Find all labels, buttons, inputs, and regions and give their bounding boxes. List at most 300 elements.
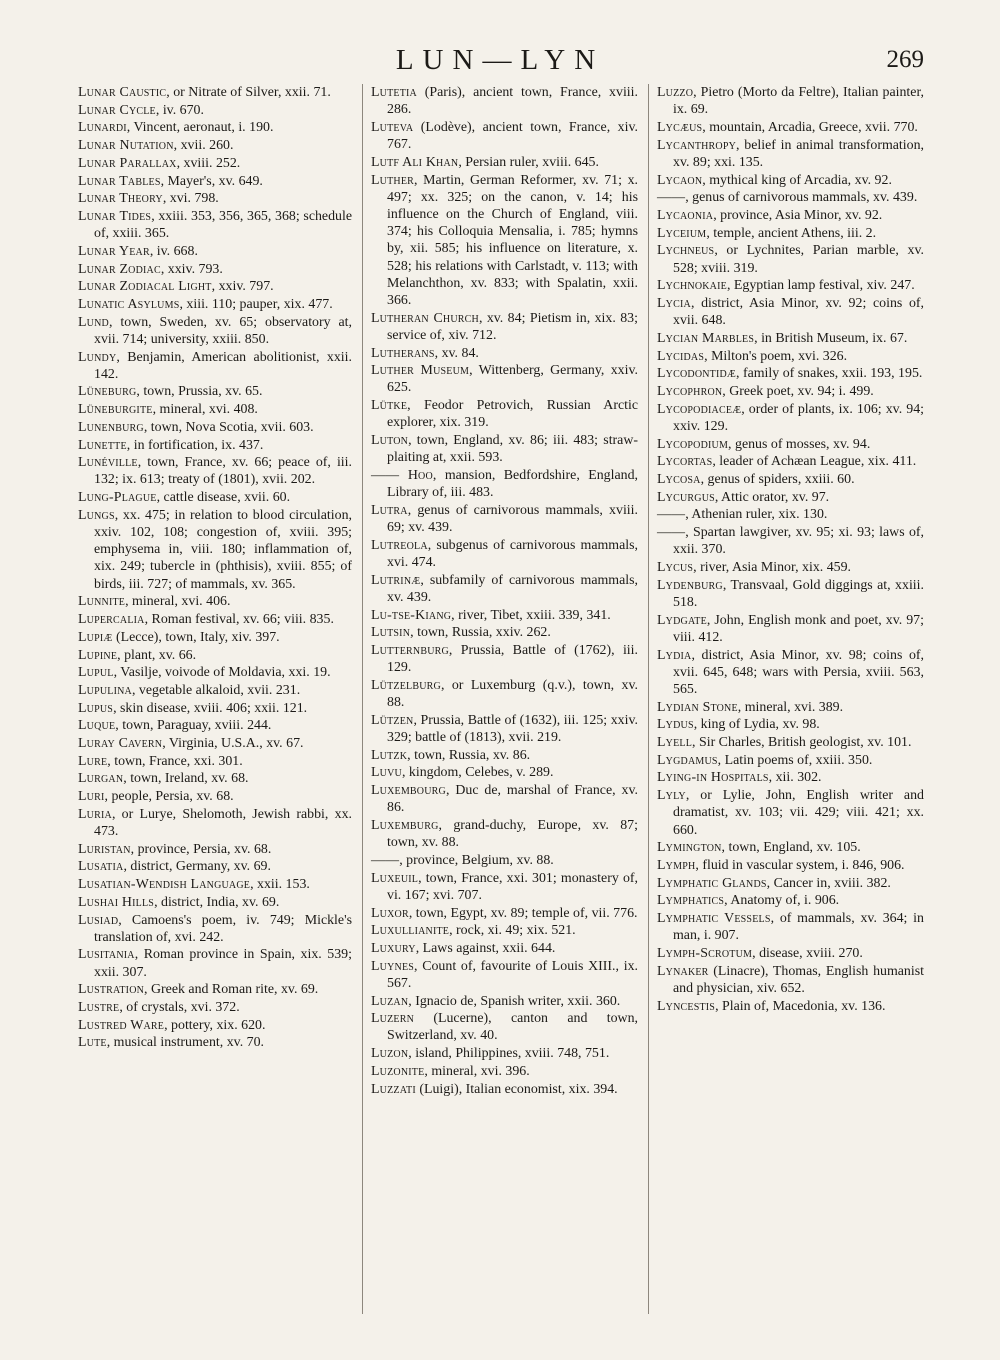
entry-reference: , province, Asia Minor, xv. 92. [713, 207, 883, 223]
index-entry [657, 752, 924, 769]
entry-reference: , xv. 84; Pietism in, xix. 83; service of, xiv. 712. [387, 310, 638, 343]
entry-reference: , Roman province in Spain, xix. 539; xxii. 307. [94, 947, 352, 980]
entry-reference: , river, Asia Minor, xix. 459. [693, 559, 852, 575]
index-entry [78, 858, 352, 875]
entry-headword: Lunar Tides [78, 208, 152, 224]
entry-reference: , town, France, xv. 66; peace of, iii. 132; ix. 613; treaty of (1801), xvii. 202. [94, 455, 352, 488]
entry-reference: , town, England, xv. 86; iii. 483; straw-plaiting at, xxii. 593. [387, 433, 638, 466]
entry-reference: , Martin, German Reformer, xv. 71; x. 497; xx. 325; on the canon, v. 14; his influence on the Church of England, viii. 374; his Colloquia Mensalia, i. 785; hymns by, xii. 585; his influence on literature, x. 528; his relations with Carlstadt, v. 113; with Melanchthon, xv. 833; with Spalatin, xxii. 366. [387, 172, 638, 308]
index-entry [657, 277, 924, 294]
index-entry [78, 946, 352, 980]
index-entry [657, 225, 924, 242]
entry-headword: Lusatia [78, 859, 124, 875]
index-entry [371, 852, 638, 869]
entry-headword: Lüneburgite [78, 402, 153, 418]
index-entry [657, 963, 924, 997]
entry-reference: , Feodor Petrovich, Russian Arctic explorer, xix. 319. [387, 398, 638, 431]
index-entry [657, 612, 924, 646]
index-entry [371, 537, 638, 571]
entry-reference: , xvi. 798. [162, 191, 219, 207]
index-entry [371, 310, 638, 344]
entry-headword: Lydia [657, 647, 692, 663]
entry-reference: , town, France, xxi. 301. [107, 753, 243, 769]
index-entry [371, 993, 638, 1010]
entry-reference: , Laws against, xxii. 644. [415, 940, 556, 956]
index-entry [78, 489, 352, 506]
index-entry [78, 190, 352, 207]
index-entry [657, 348, 924, 365]
entry-reference: , Prussia, Battle of (1762), iii. 129. [387, 643, 638, 676]
entry-headword: Luque [78, 718, 116, 734]
entry-reference: , mineral, xvi. 389. [737, 699, 844, 715]
entry-reference: , Anatomy of, i. 906. [724, 893, 840, 909]
index-entry [657, 506, 924, 523]
page-number: 269 [886, 46, 924, 73]
entry-reference: , Spartan lawgiver, xv. 95; xi. 93; laws of, xxii. 370. [673, 525, 924, 558]
entry-headword: Lusatian-Wendish Language [78, 877, 251, 893]
entry-reference: , district, Asia Minor, xv. 92; coins of, xvii. 648. [673, 295, 924, 329]
index-entry [657, 453, 924, 470]
entry-reference: , Greek poet, xv. 94; i. 499. [722, 383, 874, 399]
index-entry [657, 998, 924, 1015]
index-entry [657, 647, 924, 699]
index-entry [78, 84, 352, 101]
index-entry [78, 717, 352, 734]
entry-headword: Lymphatics [657, 893, 725, 909]
index-entry [371, 817, 638, 851]
index-entry [78, 912, 352, 946]
entry-reference: , Vincent, aeronaut, i. 190. [126, 120, 274, 136]
entry-reference: , vegetable alkaloid, xvii. 231. [131, 682, 301, 698]
page-header [76, 44, 924, 84]
entry-reference: , plant, xv. 66. [117, 647, 197, 663]
entry-reference: , Mayer's, xv. 649. [160, 173, 263, 189]
entry-headword: Luzern [371, 1011, 415, 1027]
index-entry [78, 593, 352, 610]
entry-reference: , or Lychnites, Parian marble, xv. 528; xviii. 319. [673, 243, 924, 276]
entry-headword: Lundy [78, 349, 117, 365]
entry-headword: Lyncestis [657, 998, 716, 1014]
entry-reference: , temple, ancient Athens, iii. 2. [706, 225, 877, 241]
entry-headword: Lunardi [78, 120, 127, 136]
entry-headword: Lydenburg [657, 577, 723, 593]
index-entry [657, 84, 924, 118]
entry-headword: Lutrinæ [371, 572, 421, 588]
entry-reference: , district, India, xv. 69. [154, 894, 280, 910]
entry-reference: , xvii. 260. [173, 138, 234, 154]
entry-headword: Lupine [78, 647, 118, 663]
index-entry [371, 502, 638, 536]
entry-reference: , of crystals, xvi. 372. [119, 1000, 240, 1016]
index-entry [78, 383, 352, 400]
index-entry [657, 242, 924, 276]
entry-headword: Lyly [657, 788, 686, 804]
index-entry [78, 700, 352, 717]
entry-headword: Luxury [371, 940, 416, 956]
entry-headword: Lydus [657, 717, 694, 733]
index-entry [78, 999, 352, 1016]
entry-headword: Lunéville [78, 455, 138, 471]
entry-headword: Lützelburg [371, 677, 441, 693]
entry-headword: Lunar Caustic [78, 85, 167, 100]
entry-headword: Lupus [78, 700, 114, 716]
entry-reference: , town, England, xv. 105. [721, 840, 861, 856]
entry-reference: , Athenian ruler, xix. 130. [685, 507, 828, 523]
index-entry [657, 489, 924, 506]
entry-headword: Luton [371, 433, 409, 449]
entry-headword: Lund [78, 314, 109, 330]
entry-reference: , Persian ruler, xviii. 645. [458, 154, 599, 170]
entry-headword: Lutternburg [371, 643, 449, 658]
entry-reference: , Roman festival, xv. 66; viii. 835. [144, 612, 334, 628]
entry-reference: , of mammals, xv. 364; in man, i. 907. [673, 911, 924, 944]
index-entry [657, 787, 924, 839]
entry-headword: Luvu [371, 765, 402, 781]
entry-headword: Luteva [371, 119, 414, 135]
entry-headword: Lycortas [657, 454, 713, 470]
index-entry [371, 747, 638, 764]
index-entry [78, 102, 352, 119]
entry-headword: Lütke [371, 398, 408, 414]
index-entry [371, 958, 638, 992]
entry-headword: Lutzk [371, 747, 408, 763]
entry-headword: Lure [78, 753, 108, 769]
index-entry [78, 437, 352, 454]
index-entry [657, 839, 924, 856]
entry-headword: Luynes [371, 958, 415, 974]
index-entry [657, 734, 924, 751]
entry-reference: , in British Museum, ix. 67. [754, 330, 908, 346]
entry-headword: Luther Museum [371, 363, 470, 379]
index-entry [371, 870, 638, 904]
entry-headword: Lutetia [371, 85, 417, 100]
index-entry [371, 572, 638, 606]
entry-headword: —— Hoo [371, 467, 433, 483]
entry-headword: —— [371, 852, 400, 868]
entry-reference: , or Lurye, Shelomoth, Jewish rabbi, xx. 473. [94, 806, 352, 840]
entry-headword: Lupulina [78, 682, 132, 698]
index-entry [78, 806, 352, 840]
index-entry [657, 559, 924, 576]
index-entry [78, 419, 352, 436]
index-entry [371, 624, 638, 641]
entry-headword: Lunar Zodiac [78, 261, 161, 277]
index-entry [78, 841, 352, 858]
entry-headword: Lutsin [371, 625, 411, 641]
entry-headword: Lunar Cycle [78, 102, 156, 118]
entry-reference: , xxiv. 793. [160, 261, 223, 277]
entry-headword: Lute [78, 1035, 107, 1051]
entry-headword: Lygdamus [657, 752, 718, 768]
entry-reference: , Cancer in, xviii. 382. [766, 875, 891, 891]
index-entry [371, 607, 638, 624]
entry-reference: (Lecce), town, Italy, xiv. 397. [112, 629, 280, 645]
entry-headword: Lunar Year [78, 243, 150, 259]
entry-reference: , pottery, xix. 620. [164, 1017, 266, 1033]
index-entry [78, 894, 352, 911]
index-entry [371, 397, 638, 431]
entry-headword: Lycanthropy [657, 137, 737, 153]
entry-headword: Lupul [78, 665, 114, 681]
index-entry [371, 154, 638, 171]
index-entry [657, 945, 924, 962]
index-entry [78, 981, 352, 998]
entry-headword: Luxeuil [371, 870, 419, 886]
entry-reference: , mansion, Bedfordshire, England, Library of, iii. 483. [387, 467, 638, 501]
entry-reference: , or Lylie, John, English writer and dramatist, xv. 103; vii. 429; viii. 421; xx. 660. [673, 788, 924, 838]
entry-reference: (Paris), ancient town, France, xviii. 286. [387, 85, 638, 118]
entry-reference: , kingdom, Celebes, v. 289. [401, 765, 554, 781]
entry-reference: , town, Ireland, xv. 68. [123, 771, 249, 787]
index-entry [78, 454, 352, 488]
entry-headword: Luther [371, 172, 415, 188]
index-entry [78, 173, 352, 190]
entry-reference: , Camoens's poem, iv. 749; Mickle's translation of, xvi. 242. [94, 912, 352, 945]
index-entry [78, 119, 352, 136]
entry-headword: Lupercalia [78, 612, 145, 628]
entry-reference: , skin disease, xviii. 406; xxii. 121. [113, 700, 308, 716]
entry-reference: , mythical king of Arcadia, xv. 92. [702, 172, 892, 188]
entry-reference: , Count of, favourite of Louis XIII., ix. 567. [387, 958, 638, 991]
entry-headword: Lycopodium [657, 436, 729, 452]
index-entry [657, 875, 924, 892]
entry-reference: , Latin poems of, xxiii. 350. [717, 752, 873, 768]
entry-reference: , Pietro (Morto da Feltre), Italian painter, ix. 69. [673, 85, 924, 118]
entry-reference: , Ignacio de, Spanish writer, xxii. 360. [408, 993, 621, 1009]
index-entry [78, 647, 352, 664]
index-entry [657, 436, 924, 453]
entry-reference: , Greek and Roman rite, xv. 69. [144, 982, 319, 998]
index-entry [78, 296, 352, 313]
entry-headword: Lydian Stone [657, 699, 738, 715]
index-entry [657, 910, 924, 944]
entry-reference: , xxii. 153. [250, 877, 310, 893]
entry-reference: , iv. 668. [149, 243, 198, 259]
entry-reference: , province, Persia, xv. 68. [130, 841, 272, 857]
index-entry [371, 782, 638, 816]
entry-headword: Lupiæ [78, 629, 113, 645]
entry-reference: , xxiii. 353, 356, 365, 368; schedule of, xxiii. 365. [94, 208, 352, 242]
index-entry [371, 84, 638, 118]
entry-reference: , Vasilje, voivode of Moldavia, xxi. 19. [113, 665, 331, 681]
entry-reference: , cattle disease, xvii. 60. [156, 490, 291, 506]
entry-reference: , Virginia, U.S.A., xv. 67. [162, 736, 304, 752]
index-columns [76, 84, 924, 1314]
entry-reference: , rock, xi. 49; xix. 521. [449, 923, 576, 939]
entry-reference: , Egyptian lamp festival, xiv. 247. [726, 278, 915, 294]
index-column-3 [648, 84, 924, 1314]
index-entry [78, 1034, 352, 1051]
entry-headword: Lymphatic Glands [657, 875, 767, 891]
entry-reference: , Wittenberg, Germany, xxiv. 625. [387, 363, 638, 396]
entry-headword: Lützen [371, 712, 414, 728]
index-entry [657, 716, 924, 733]
entry-reference: , town, Russia, xv. 86. [407, 747, 531, 763]
entry-headword: Lymph-Scrotum [657, 945, 753, 961]
index-entry [78, 735, 352, 752]
entry-headword: Luri [78, 789, 105, 805]
entry-reference: , mineral, xvi. 408. [152, 402, 258, 418]
entry-headword: Lutreola [371, 537, 428, 553]
index-entry [371, 467, 638, 501]
index-entry [657, 401, 924, 435]
entry-headword: Lüneburg [78, 384, 137, 400]
entry-reference: , musical instrument, xv. 70. [106, 1035, 265, 1051]
entry-headword: Lu-tse-Kiang [371, 607, 452, 623]
index-entry [371, 922, 638, 939]
entry-reference: , people, Persia, xv. 68. [104, 789, 234, 805]
entry-headword: Lycian Marbles [657, 330, 755, 346]
entry-reference: , Milton's poem, xvi. 326. [704, 348, 848, 364]
entry-headword: Lutf Ali Khan [371, 154, 459, 170]
index-entry [78, 1017, 352, 1034]
index-entry [657, 172, 924, 189]
index-entry [78, 753, 352, 770]
index-entry [657, 365, 924, 382]
entry-headword: Lustration [78, 982, 145, 998]
entry-headword: Lunar Zodiacal Light [78, 279, 212, 295]
entry-reference: , district, Germany, xv. 69. [123, 859, 271, 875]
entry-headword: Lycopodiaceæ [657, 401, 742, 417]
entry-reference: , island, Philippines, xviii. 748, 751. [408, 1046, 610, 1062]
entry-headword: Lynaker [657, 963, 709, 979]
entry-headword: Lushai Hills [78, 894, 155, 910]
entry-reference: , province, Belgium, xv. 88. [399, 852, 554, 868]
index-entry [78, 349, 352, 383]
entry-headword: Luzzati [371, 1081, 416, 1097]
entry-reference: , genus of carnivorous mammals, xviii. 69; xv. 439. [387, 502, 638, 536]
index-column-1 [76, 84, 352, 1314]
entry-reference: , xxiv. 797. [211, 279, 274, 295]
entry-headword: Lying-in Hospitals [657, 770, 769, 786]
index-entry [657, 892, 924, 909]
entry-headword: Lycophron [657, 383, 723, 399]
entry-headword: Lychnokaie [657, 278, 727, 294]
entry-reference: (Linacre), Thomas, English humanist and physician, xiv. 652. [673, 963, 924, 996]
index-entry [371, 1010, 638, 1044]
entry-reference: , mountain, Arcadia, Greece, xvii. 770. [702, 119, 918, 135]
entry-reference: , xviii. 252. [176, 155, 241, 171]
entry-headword: Lycurgus [657, 489, 715, 505]
index-entry [657, 295, 924, 329]
index-entry [78, 155, 352, 172]
entry-headword: Lutra [371, 502, 408, 518]
entry-reference: , Duc de, marshal of France, xv. 86. [387, 783, 638, 816]
entry-headword: Lycaon [657, 172, 703, 188]
entry-reference: , river, Tibet, xxiii. 339, 341. [451, 607, 611, 623]
entry-reference: , John, English monk and poet, xv. 97; viii. 412. [673, 612, 924, 645]
entry-headword: Lustre [78, 1000, 120, 1016]
entry-reference: , Attic orator, xv. 97. [714, 489, 830, 505]
index-entry [371, 712, 638, 746]
entry-headword: Lycæus [657, 119, 703, 135]
entry-headword: Lutherans [371, 345, 435, 361]
index-entry [371, 362, 638, 396]
entry-headword: Lychneus [657, 243, 715, 259]
entry-reference: , town, Paraguay, xviii. 244. [115, 718, 272, 734]
index-entry [78, 611, 352, 628]
index-entry [657, 383, 924, 400]
entry-headword: —— [657, 507, 686, 523]
entry-reference: , family of snakes, xxii. 193, 195. [736, 366, 923, 382]
entry-reference: , Sir Charles, British geologist, xv. 101. [692, 735, 912, 751]
index-entry [657, 137, 924, 171]
index-entry [78, 682, 352, 699]
entry-headword: Luxembourg [371, 783, 446, 799]
entry-headword: Lycia [657, 295, 691, 311]
entry-headword: Lutheran Church [371, 310, 479, 326]
entry-reference: , mineral, xvi. 406. [125, 594, 231, 610]
entry-headword: Lycosa [657, 471, 701, 487]
entry-headword: Lymington [657, 840, 722, 856]
entry-reference: , xx. 475; in relation to blood circulation, xxiv. 102, 108; congestion of, xviii. 395; emphysema in, viii. 180; inflammation of, xix. 249; tubercle in (phthisis), xviii. 855; of birds, iii. 727; of mammals, xv. 365. [94, 507, 352, 592]
index-entry [78, 876, 352, 893]
entry-reference: , king of Lydia, xv. 98. [693, 717, 820, 733]
index-entry [657, 119, 924, 136]
index-entry [371, 119, 638, 153]
entry-reference: , subgenus of carnivorous mammals, xvi. 474. [387, 537, 638, 570]
entry-headword: Lurgan [78, 771, 124, 787]
entry-headword: Lunenburg [78, 419, 144, 435]
index-entry [657, 524, 924, 558]
entry-reference: , disease, xviii. 270. [752, 945, 863, 961]
entry-headword: Lycus [657, 559, 694, 575]
entry-headword: Lungs [78, 507, 115, 523]
index-entry [78, 788, 352, 805]
entry-headword: Lusitania [78, 947, 135, 963]
index-entry [78, 137, 352, 154]
index-entry [657, 207, 924, 224]
entry-reference: , fluid in vascular system, i. 846, 906. [695, 857, 905, 873]
entry-reference: , xv. 84. [434, 345, 479, 361]
entry-headword: Lycidas [657, 348, 705, 364]
entry-headword: Lusiad [78, 912, 119, 928]
entry-reference: , town, Nova Scotia, xvii. 603. [143, 419, 314, 435]
entry-headword: Lunatic Asylums [78, 296, 180, 312]
entry-reference: , belief in animal transformation, xv. 89; xxi. 135. [673, 137, 924, 170]
entry-reference: , subfamily of carnivorous mammals, xv. 439. [387, 572, 638, 605]
entry-reference: , order of plants, ix. 106; xv. 94; xxiv. 129. [673, 401, 924, 434]
entry-headword: Lung-Plague [78, 490, 157, 506]
index-entry [78, 278, 352, 295]
entry-reference: , town, Russia, xxiv. 262. [410, 625, 551, 641]
index-entry [371, 764, 638, 781]
entry-reference: (Lodève), ancient town, France, xiv. 767. [387, 119, 638, 153]
index-entry [657, 577, 924, 611]
entry-headword: Luray Cavern [78, 736, 163, 752]
entry-headword: Lyceium [657, 225, 707, 241]
entry-reference: (Lucerne), canton and town, Switzerland, xv. 40. [387, 1011, 638, 1044]
index-entry [78, 664, 352, 681]
entry-reference: , leader of Achæan League, xix. 411. [712, 454, 917, 470]
entry-headword: Luzonite [371, 1063, 425, 1079]
entry-headword: Luzan [371, 993, 409, 1009]
entry-reference: (Luigi), Italian economist, xix. 394. [415, 1081, 618, 1097]
entry-headword: Luristan [78, 841, 131, 857]
entry-headword: Luria [78, 806, 112, 822]
entry-reference: , genus of carnivorous mammals, xv. 439. [685, 190, 918, 206]
index-entry [78, 208, 352, 242]
index-entry [78, 314, 352, 348]
entry-headword: Lycaonia [657, 207, 714, 223]
entry-reference: , or Nitrate of Silver, xxii. 71. [166, 85, 331, 100]
entry-headword: Lustred Ware [78, 1017, 165, 1033]
entry-reference: , genus of spiders, xxiii. 60. [700, 471, 855, 487]
entry-reference: , town, Egypt, xv. 89; temple of, vii. 776. [408, 905, 638, 921]
index-entry [371, 172, 638, 310]
entry-headword: Lymphatic Vessels [657, 911, 771, 927]
entry-reference: , Transvaal, Gold diggings at, xxiii. 518. [673, 577, 924, 610]
